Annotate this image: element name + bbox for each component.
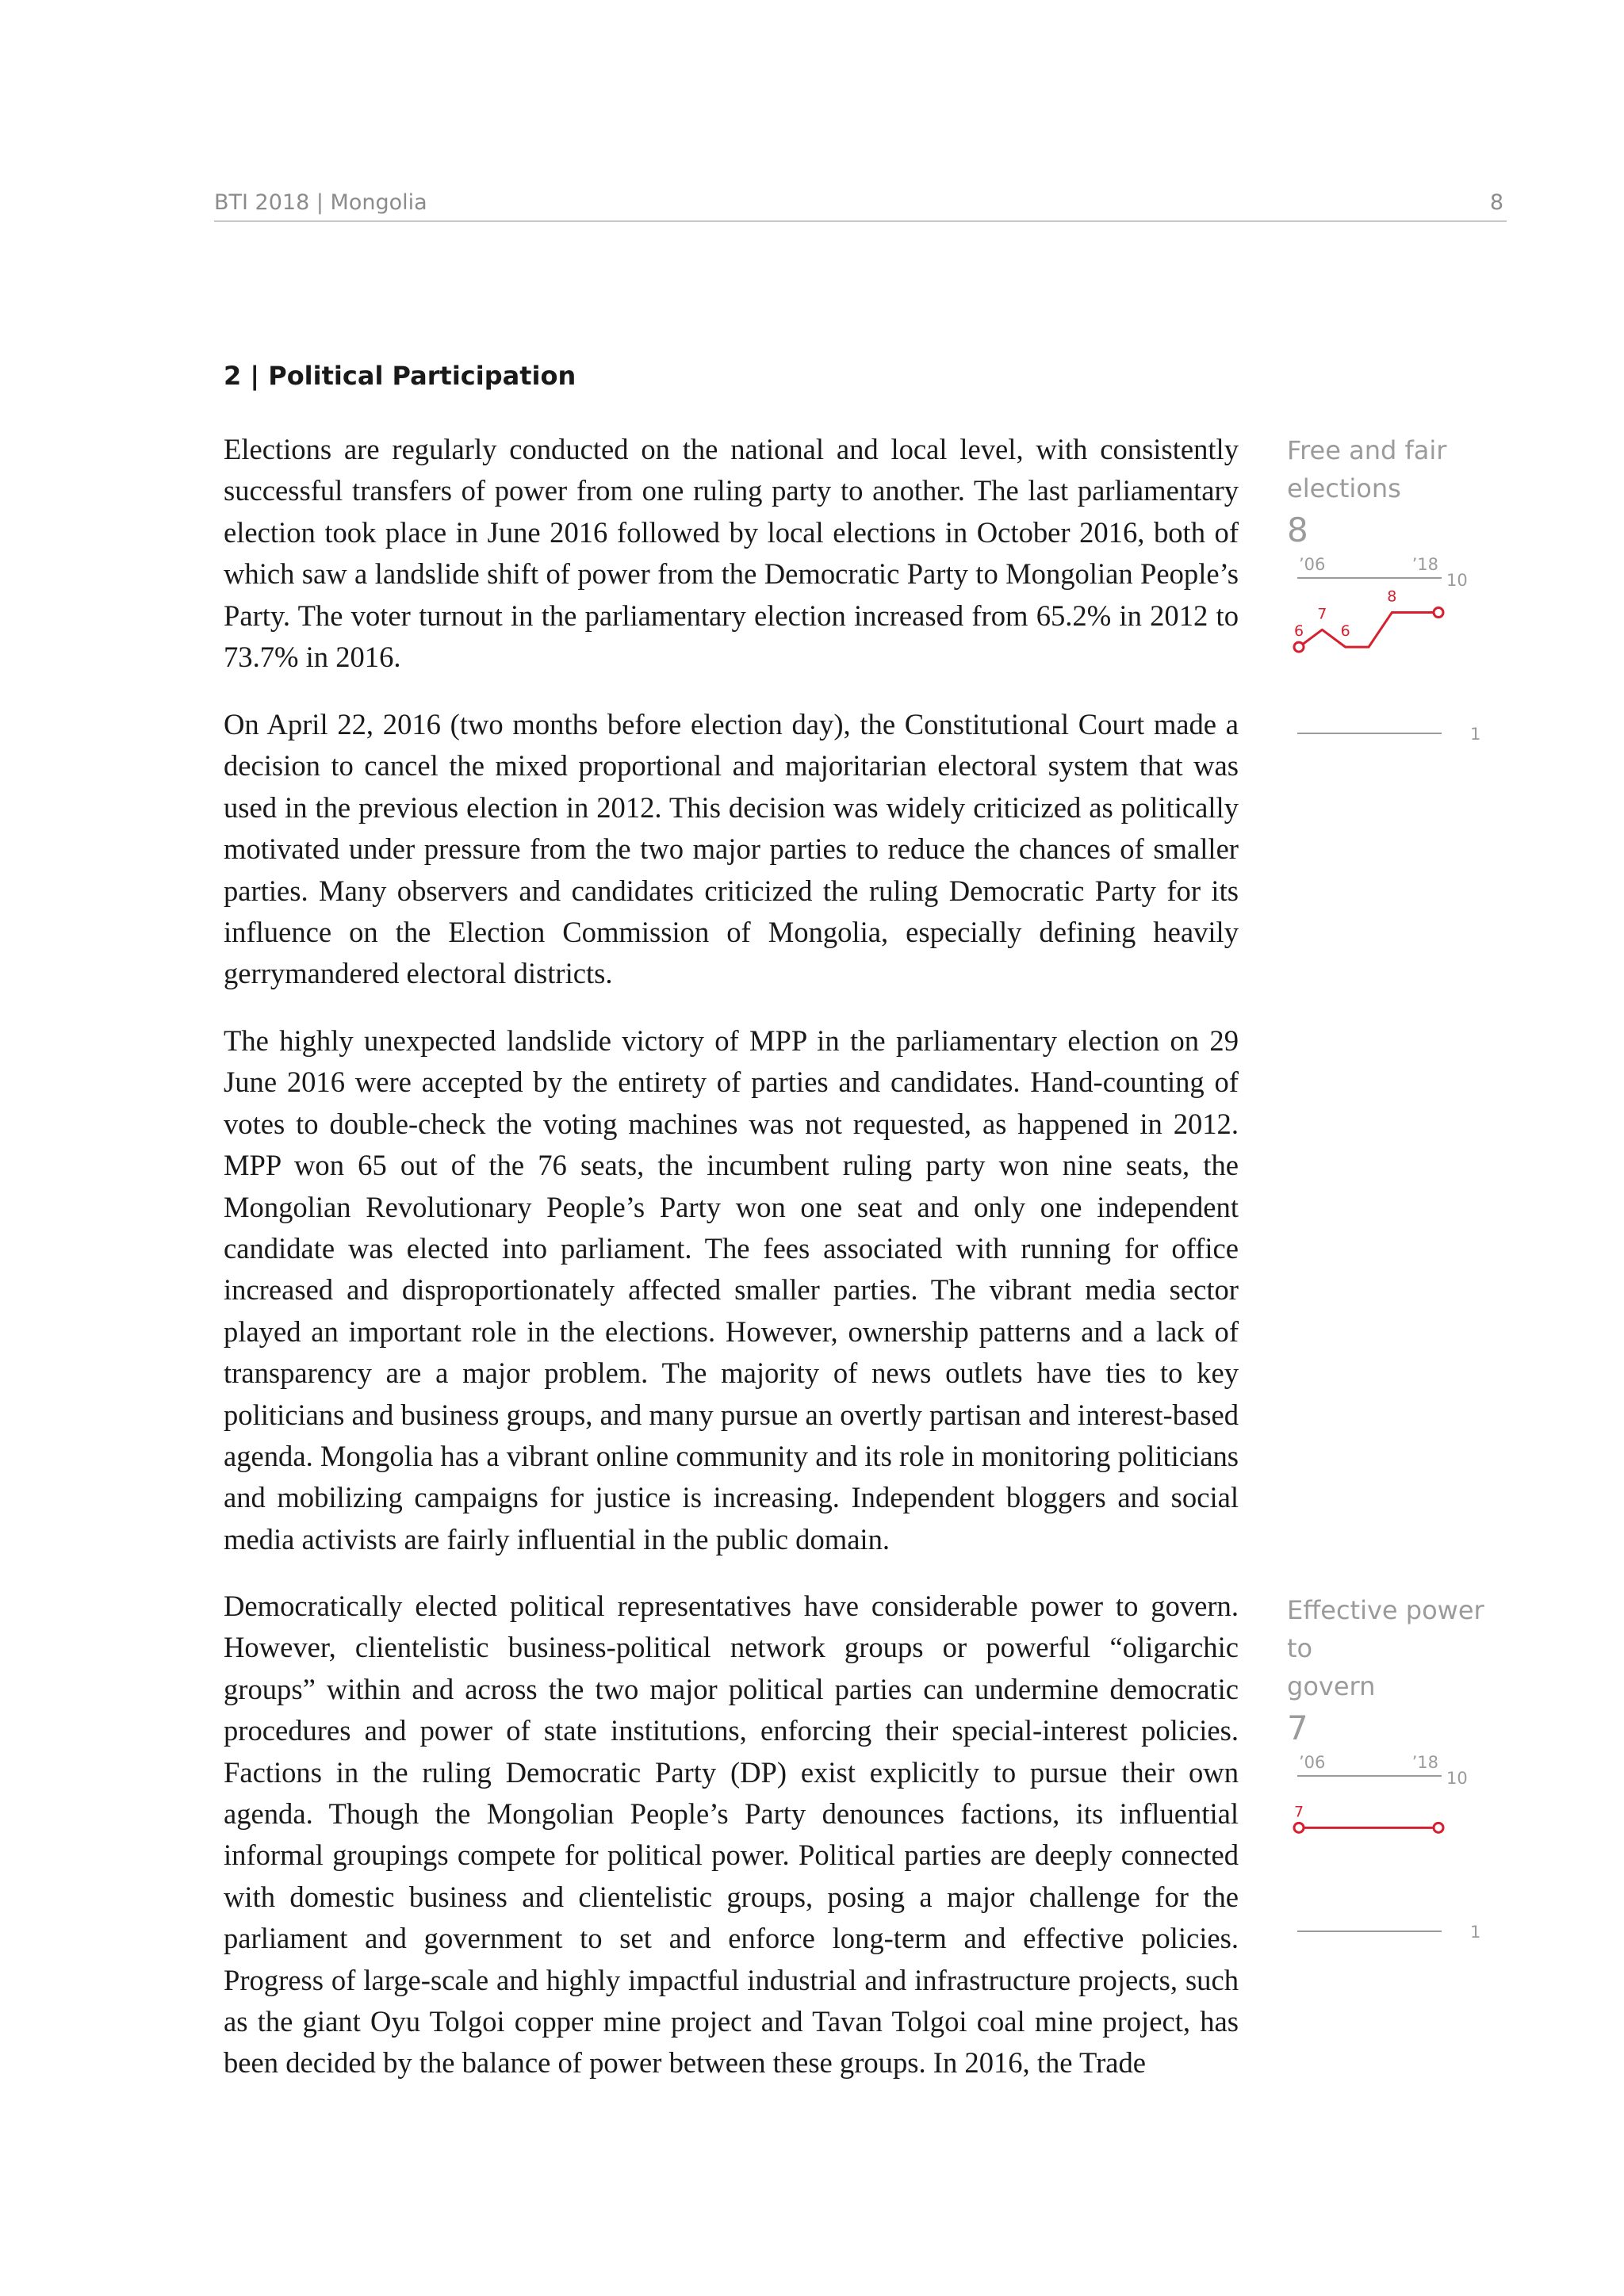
x-start-label: ’06 xyxy=(1299,1753,1326,1772)
indicator-effective-power xyxy=(1287,1591,1517,1963)
x-start-label: ’06 xyxy=(1299,555,1326,574)
paragraph: Democratically elected political representatives have considerable power to govern. However, clientelistic business-political network groups or powerful “oligarchic groups” within and across the two major political parties can undermine democratic procedures and power of state institutions, enforcing their special-interest policies. Factions in the ruling Democratic Party (DP) exist explicitly to pursue their own agenda. Though the Mongolian People’s Party denounces factions, its influential informal groupings compete for political power. Political parties are deeply connected with domestic business and clientelistic groups, posing a major challenge for the parliament and government to set and enforce long-term and effective policies. Progress of large-scale and highly impactful industrial and infrastructure projects, such as the giant Oyu Tolgoi copper mine project and Tavan Tolgoi coal mine project, has been decided by the balance of power between these groups. In 2016, the Trade xyxy=(224,1590,1239,2080)
indicator-title: Effective power to govern xyxy=(1287,1595,1484,1701)
paragraph: On April 22, 2016 (two months before election day), the Constitutional Court made a decision to cancel the mixed proportional and majoritarian electoral system that was used in the previous election in 2012. This decision was widely criticized as politically motivated under pressure from the two major parties to reduce the chances of smaller parties. Many observers and candidates criticized the ruling Democratic Party for its influence on the Election Commission of Mongolia, especially defining heavily gerrymandered electoral districts. xyxy=(224,708,1239,990)
paragraph-3-block xyxy=(224,1020,1239,1560)
endpoint-marker xyxy=(1434,608,1443,618)
point-label: 8 xyxy=(1387,587,1397,606)
section-title: 2 | Political Participation xyxy=(224,361,576,391)
indicator-score: 7 xyxy=(1287,1709,1308,1747)
y-max-label: 10 xyxy=(1446,571,1468,590)
endpoint-marker xyxy=(1294,1823,1304,1832)
point-label: 6 xyxy=(1293,622,1304,641)
endpoint-marker xyxy=(1434,1823,1443,1832)
point-label: 7 xyxy=(1317,605,1327,623)
paragraph-1-block xyxy=(224,429,1239,678)
paragraph: Elections are regularly conducted on the national and local level, with consistently successful transfers of power from one ruling party to another. The last parliamentary election took place in June 2016 followed by local elections in October 2016, both of which saw a landslide shift of power from the Democratic Party to Mongolian People’s Party. The voter turnout in the parliamentary election increased from 65.2% in 2012 to 73.7% in 2016. xyxy=(224,433,1239,674)
x-end-label: ’18 xyxy=(1411,555,1438,574)
indicator-chart xyxy=(1287,551,1517,765)
indicator-score: 8 xyxy=(1287,511,1308,549)
paragraph: The highly unexpected landslide victory of MPP in the parliamentary election on 29 June 2016 were accepted by the entirety of parties and candidates. Hand-counting of votes to double-check the voting machines was not requested, as happened in 2012. MPP won 65 out of the 76 seats, the incumbent ruling party won nine seats, the Mongolian Revolutionary People’s Party won one seat and only one independent candidate was elected into parliament. The fees associated with running for office increased and disproportionately affected smaller parties. The vibrant media sector played an important role in the elections. However, ownership patterns and a lack of transparency are a major problem. The majority of news outlets have ties to key politicians and business groups, and many pursue an overtly partisan and interest-based agenda. Mongolia has a vibrant online community and its role in monitoring politicians and mobilizing campaigns for justice is increasing. Independent bloggers and social media activists are fairly influential in the public domain. xyxy=(224,1024,1239,1556)
indicator-free-fair-elections xyxy=(1287,431,1517,765)
y-min-label: 1 xyxy=(1470,725,1481,744)
paragraph-2-block xyxy=(224,704,1239,995)
page-number: 8 xyxy=(1489,190,1503,215)
x-end-label: ’18 xyxy=(1411,1753,1438,1772)
endpoint-marker xyxy=(1294,642,1304,652)
indicator-chart xyxy=(1287,1749,1517,1963)
y-max-label: 10 xyxy=(1446,1769,1468,1788)
header-title: BTI 2018 | Mongolia xyxy=(214,190,427,215)
point-label: 7 xyxy=(1293,1803,1304,1821)
indicator-title: Free and fair elections xyxy=(1287,435,1447,503)
page-header xyxy=(214,187,1507,222)
y-min-label: 1 xyxy=(1470,1923,1481,1942)
point-label: 6 xyxy=(1340,622,1350,641)
paragraph-4-block xyxy=(224,1586,1239,2084)
